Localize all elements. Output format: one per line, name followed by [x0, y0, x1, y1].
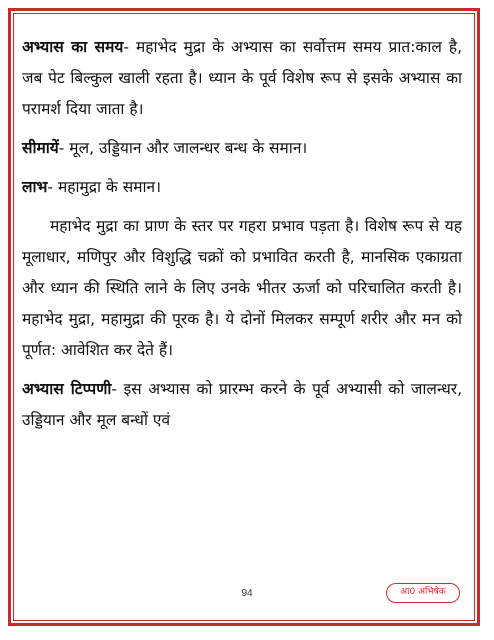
heading-dash: - — [111, 380, 118, 398]
heading-dash: - — [58, 139, 65, 157]
heading-benefits: लाभ — [22, 178, 48, 196]
paragraph-practice-note — [22, 374, 462, 436]
heading-dash: - — [123, 38, 129, 56]
page-content — [22, 32, 462, 436]
paragraph-text: महाभेद मुद्रा के अभ्यास का सर्वोत्तम समय प्रात:काल है, जब पेट बिल्कुल खाली रहता है। ध्यान के पूर्व विशेष रूप से इसके अभ्यास का परामर्श दिया जाता है। — [22, 38, 462, 118]
heading-limitations: सीमायें — [22, 139, 59, 157]
paragraph-text: इस अभ्यास को प्रारम्भ करने के पूर्व अभ्यासी को जालन्धर, उड्डियान और मूल बन्धों एवं — [22, 380, 463, 429]
heading-dash: - — [47, 178, 54, 196]
page-number: 94 — [241, 588, 253, 599]
paragraph-limitations — [22, 133, 462, 164]
heading-practice-note: अभ्यास टिप्पणी — [22, 380, 112, 398]
paragraph-body: महाभेद मुद्रा का प्राण के स्तर पर गहरा प्रभाव पड़ता है। विशेष रूप से यह मूलाधार, मणिपुर और विशुद्धि चक्रों को प्रभावित करती है, मानसिक एकाग्रता और ध्यान की स्थिति लाने के लिए उनके भीतर ऊर्जा को परिचालित करती है। महाभेद मुद्रा, महामुद्रा की पूरक है। ये दोनों मिलकर सम्पूर्ण शरीर और मन को पूर्णत: आवेशित कर देते हैं। — [22, 217, 462, 359]
author-badge: आ0 अभिषेक — [386, 583, 460, 603]
paragraph-benefits — [22, 172, 462, 203]
paragraph-text: मूल, उड्डियान और जालन्धर बन्ध के समान। — [64, 139, 308, 157]
paragraph-text: महामुद्रा के समान। — [53, 178, 161, 196]
heading-practice-time: अभ्यास का समय — [22, 38, 124, 56]
paragraph-practice-time — [22, 32, 462, 125]
